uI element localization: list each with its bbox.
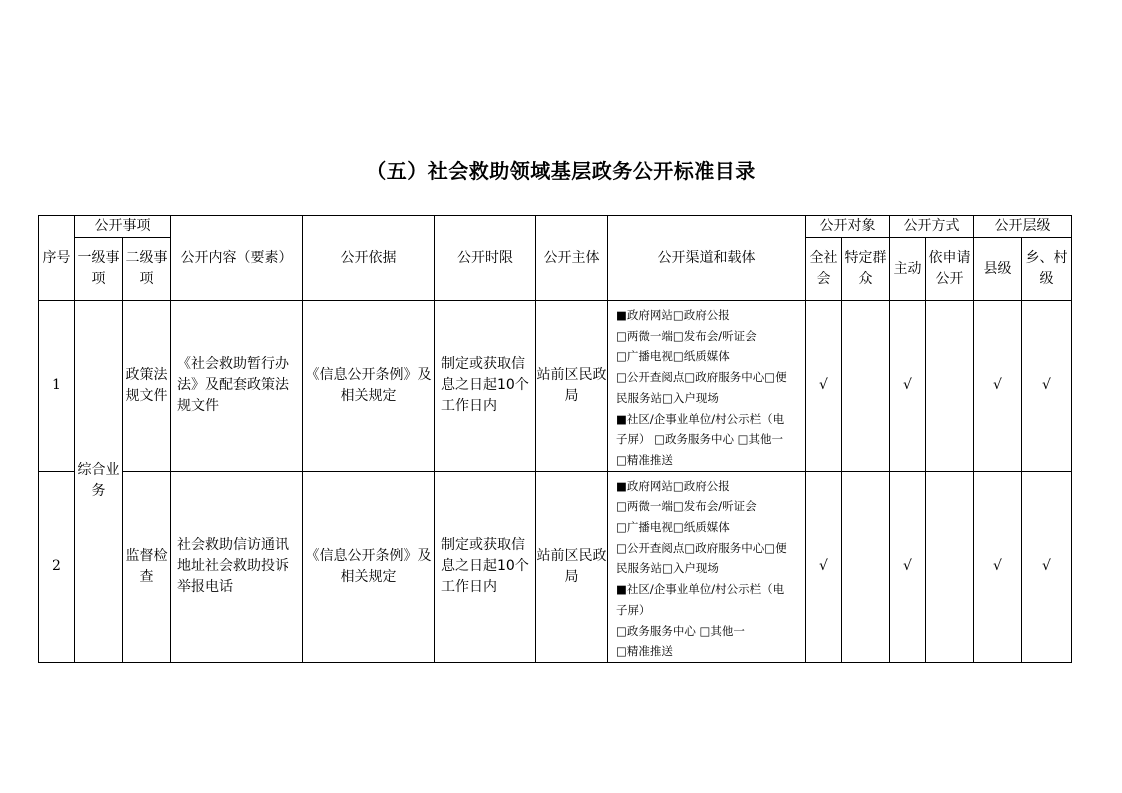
channel-line: □公开查阅点□政府服务中心□便 xyxy=(616,540,787,555)
page-title: （五）社会救助领域基层政务公开标准目录 xyxy=(366,159,756,183)
row-basis: 《信息公开条例》及相关规定 xyxy=(303,301,435,472)
row-target-all: √ xyxy=(806,471,842,662)
row-level2: 政策法规文件 xyxy=(123,301,171,472)
row-level-county: √ xyxy=(974,301,1022,472)
row-basis: 《信息公开条例》及相关规定 xyxy=(303,471,435,662)
row-target-specific xyxy=(842,301,890,472)
row-method-request xyxy=(926,471,974,662)
header-seq: 序号 xyxy=(39,216,75,301)
row-content: 社会救助信访通讯地址社会救助投诉举报电话 xyxy=(171,471,303,662)
table-row xyxy=(39,471,1072,662)
row-level-county: √ xyxy=(974,471,1022,662)
row-channel xyxy=(608,301,806,472)
row-timelimit: 制定或获取信息之日起10个工作日内 xyxy=(435,471,536,662)
header-level1: 一级事项 xyxy=(75,238,123,301)
row-method-request xyxy=(926,301,974,472)
row-level-village: √ xyxy=(1022,301,1072,472)
catalog-table xyxy=(38,215,1072,663)
channel-line: □广播电视□纸质媒体 xyxy=(616,349,730,364)
channel-line: □精准推送 xyxy=(616,644,673,659)
row-seq: 1 xyxy=(39,301,75,472)
header-timelimit: 公开时限 xyxy=(435,216,536,301)
row-method-active: √ xyxy=(890,471,926,662)
channel-line: □两微一端□发布会/听证会 xyxy=(616,499,757,514)
row-level2: 监督检查 xyxy=(123,471,171,662)
header-level-county: 县级 xyxy=(974,238,1022,301)
header-channel: 公开渠道和载体 xyxy=(608,216,806,301)
row-subject: 站前区民政局 xyxy=(536,471,608,662)
channel-line: ■社区/企事业单位/村公示栏（电 xyxy=(616,582,785,597)
channel-line: ■社区/企事业单位/村公示栏（电 xyxy=(616,411,785,426)
channel-line: ■政府网站□政府公报 xyxy=(616,478,730,493)
channel-line: 子屏） □政务服务中心 □其他一 xyxy=(616,432,784,447)
row-timelimit: 制定或获取信息之日起10个工作日内 xyxy=(435,301,536,472)
header-content: 公开内容（要素） xyxy=(171,216,303,301)
header-level2: 二级事项 xyxy=(123,238,171,301)
header-items-group: 公开事项 xyxy=(75,216,171,238)
header-basis: 公开依据 xyxy=(303,216,435,301)
channel-line: 民服务站□入户现场 xyxy=(616,390,719,405)
row-target-specific xyxy=(842,471,890,662)
channel-line: 民服务站□入户现场 xyxy=(616,561,719,576)
header-method-group: 公开方式 xyxy=(890,216,974,238)
table-row xyxy=(39,301,1072,472)
row-content: 《社会救助暂行办法》及配套政策法规文件 xyxy=(171,301,303,472)
row-channel xyxy=(608,471,806,662)
channel-line: 子屏） xyxy=(616,602,651,617)
header-subject: 公开主体 xyxy=(536,216,608,301)
channel-line: □公开查阅点□政府服务中心□便 xyxy=(616,370,787,385)
row-level-village: √ xyxy=(1022,471,1072,662)
channel-line: □两微一端□发布会/听证会 xyxy=(616,328,757,343)
row-target-all: √ xyxy=(806,301,842,472)
row-method-active: √ xyxy=(890,301,926,472)
header-method-active: 主动 xyxy=(890,238,926,301)
header-target-group: 公开对象 xyxy=(806,216,890,238)
header-method-request: 依申请公开 xyxy=(926,238,974,301)
row-level1: 综合业务 xyxy=(75,301,123,663)
header-target-specific: 特定群众 xyxy=(842,238,890,301)
header-target-all: 全社会 xyxy=(806,238,842,301)
channel-line: □广播电视□纸质媒体 xyxy=(616,520,730,535)
header-level-group: 公开层级 xyxy=(974,216,1072,238)
channel-line: □精准推送 xyxy=(616,452,673,467)
row-subject: 站前区民政局 xyxy=(536,301,608,472)
row-seq: 2 xyxy=(39,471,75,662)
header-level-village: 乡、村级 xyxy=(1022,238,1072,301)
channel-line: □政务服务中心 □其他一 xyxy=(616,623,745,638)
channel-line: ■政府网站□政府公报 xyxy=(616,308,730,322)
